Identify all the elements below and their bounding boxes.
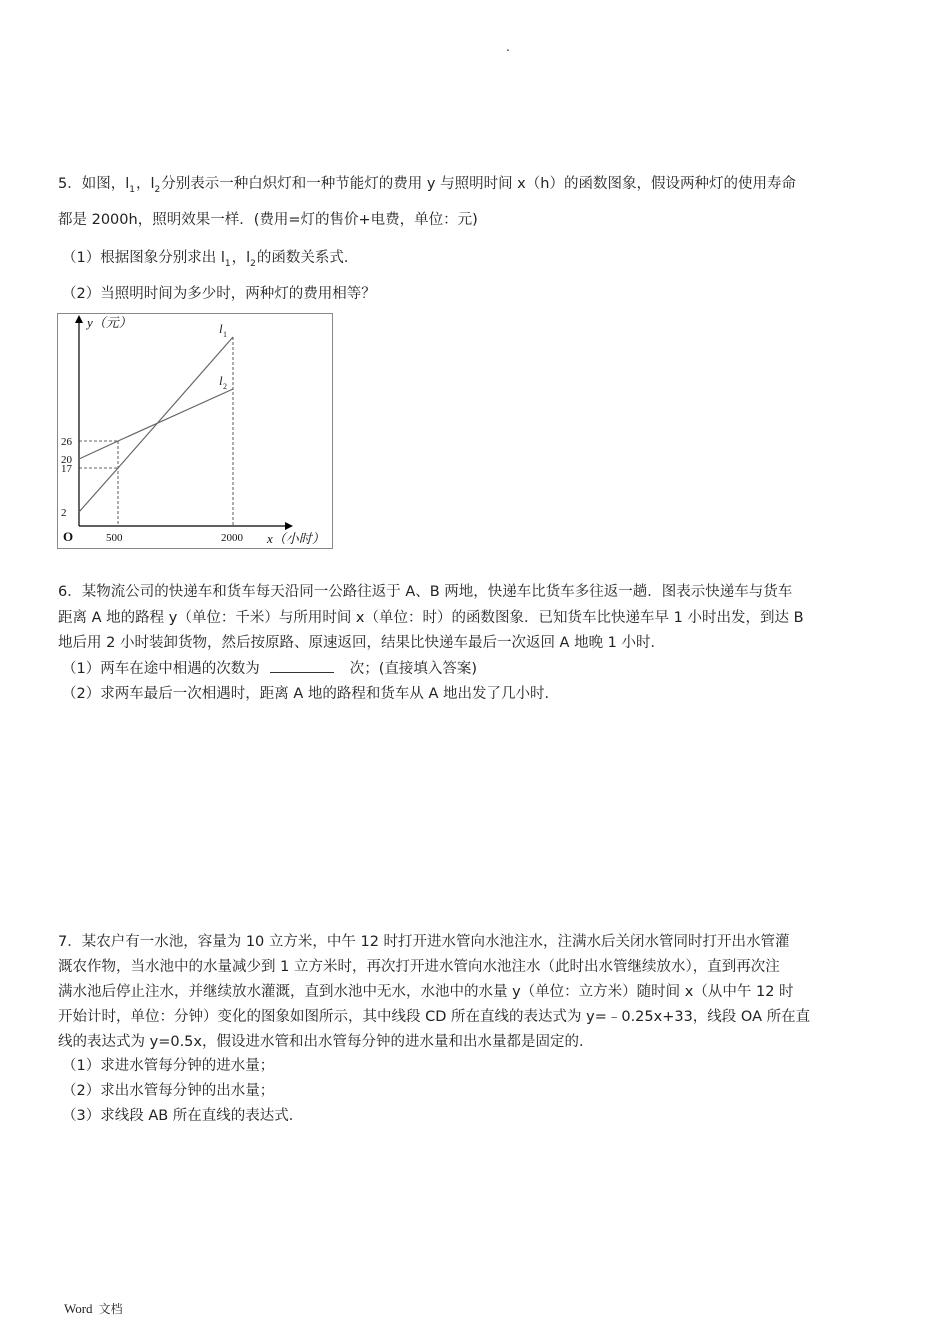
header-dot: .: [506, 40, 510, 54]
q7-line4: 开始计时，单位：分钟）变化的图象如图所示，其中线段 CD 所在直线的表达式为 y=﹣0.25x+33，线段 OA 所在直: [58, 1009, 811, 1025]
q5-part1: （1）根据图象分别求出 $l_1$，$l_2$的函数关系式．: [62, 250, 359, 269]
q6-line3: 地后用 2 小时装卸货物，然后按原路、原速返回，结果比快递车最后一次返回 A 地晚 1 小时．: [58, 635, 666, 651]
series-line-l1: [79, 337, 233, 512]
series-label-sub-l2: 2: [223, 382, 227, 391]
x-axis-label: x（小时）: [267, 531, 325, 546]
y-tick-label: 17: [61, 463, 72, 475]
q6-part1: （1）两车在途中相遇的次数为 次；(直接填入答案): [62, 658, 477, 679]
answer-blank[interactable]: [270, 658, 334, 673]
series-label-sub-l1: 1: [223, 330, 227, 339]
footer: [64, 1300, 123, 1317]
y-axis-label: y（元）: [87, 315, 132, 330]
q5-part2: （2）当照明时间为多少时，两种灯的费用相等？: [62, 286, 376, 302]
origin-label: O: [63, 529, 74, 544]
q6-line1: 6．某物流公司的快递车和货车每天沿同一公路往返于 A、B 两地，快递车比货车多往返一趟．图表示快递车与货车: [58, 584, 793, 600]
y-axis-arrow: [75, 315, 83, 323]
q6-line2: 距离 A 地的路程 y（单位：千米）与所用时间 x（单位：时）的函数图象．已知货车比快递车早 1 小时出发，到达 B: [58, 610, 804, 626]
footer-word: Word: [64, 1301, 93, 1316]
q6-part2: （2）求两车最后一次相遇时，距离 A 地的路程和货车从 A 地出发了几小时．: [62, 686, 559, 702]
q7-line5: 线的表达式为 y=0.5x，假设进水管和出水管每分钟的进水量和出水量都是固定的．: [58, 1034, 594, 1050]
q7-line1: 7．某农户有一水池，容量为 10 立方米，中午 12 时打开进水管向水池注水，注满水后关闭水管同时打开出水管灌: [58, 934, 790, 950]
q5-line2: 都是 2000h，照明效果一样．(费用=灯的售价+电费，单位：元): [58, 212, 478, 228]
q7-part1: （1）求进水管每分钟的进水量；: [62, 1058, 275, 1074]
series-label-l2: l: [219, 373, 223, 388]
q5-line1: 5．如图，$l_1$，$l_2$分别表示一种白炽灯和一种节能灯的费用 y 与照明时间 x（h）的函数图象，假设两种灯的使用寿命: [58, 176, 796, 195]
chart-frame: [58, 314, 333, 549]
x-tick-label: 500: [106, 532, 123, 544]
q7-part2: （2）求出水管每分钟的出水量；: [62, 1083, 275, 1099]
series-label-l1: l: [219, 321, 223, 336]
x-tick-label: 2000: [221, 532, 243, 544]
y-tick-label: 20: [61, 454, 72, 466]
x-axis-arrow: [285, 522, 293, 530]
q7-line2: 溉农作物，当水池中的水量减少到 1 立方米时，再次打开进水管向水池注水（此时出水管继续放水），直到再次注: [58, 959, 780, 975]
y-tick-label: 2: [61, 507, 67, 519]
q7-line3: 满水池后停止注水，并继续放水灌溉，直到水池中无水，水池中的水量 y（单位：立方米）随时间 x（从中午 12 时: [58, 984, 794, 1000]
q5-chart: [57, 313, 333, 549]
q7-part3: （3）求线段 AB 所在直线的表达式．: [62, 1108, 304, 1124]
series-line-l2: [79, 389, 233, 459]
footer-doc: 文档: [98, 1302, 123, 1316]
y-tick-label: 26: [61, 436, 72, 448]
